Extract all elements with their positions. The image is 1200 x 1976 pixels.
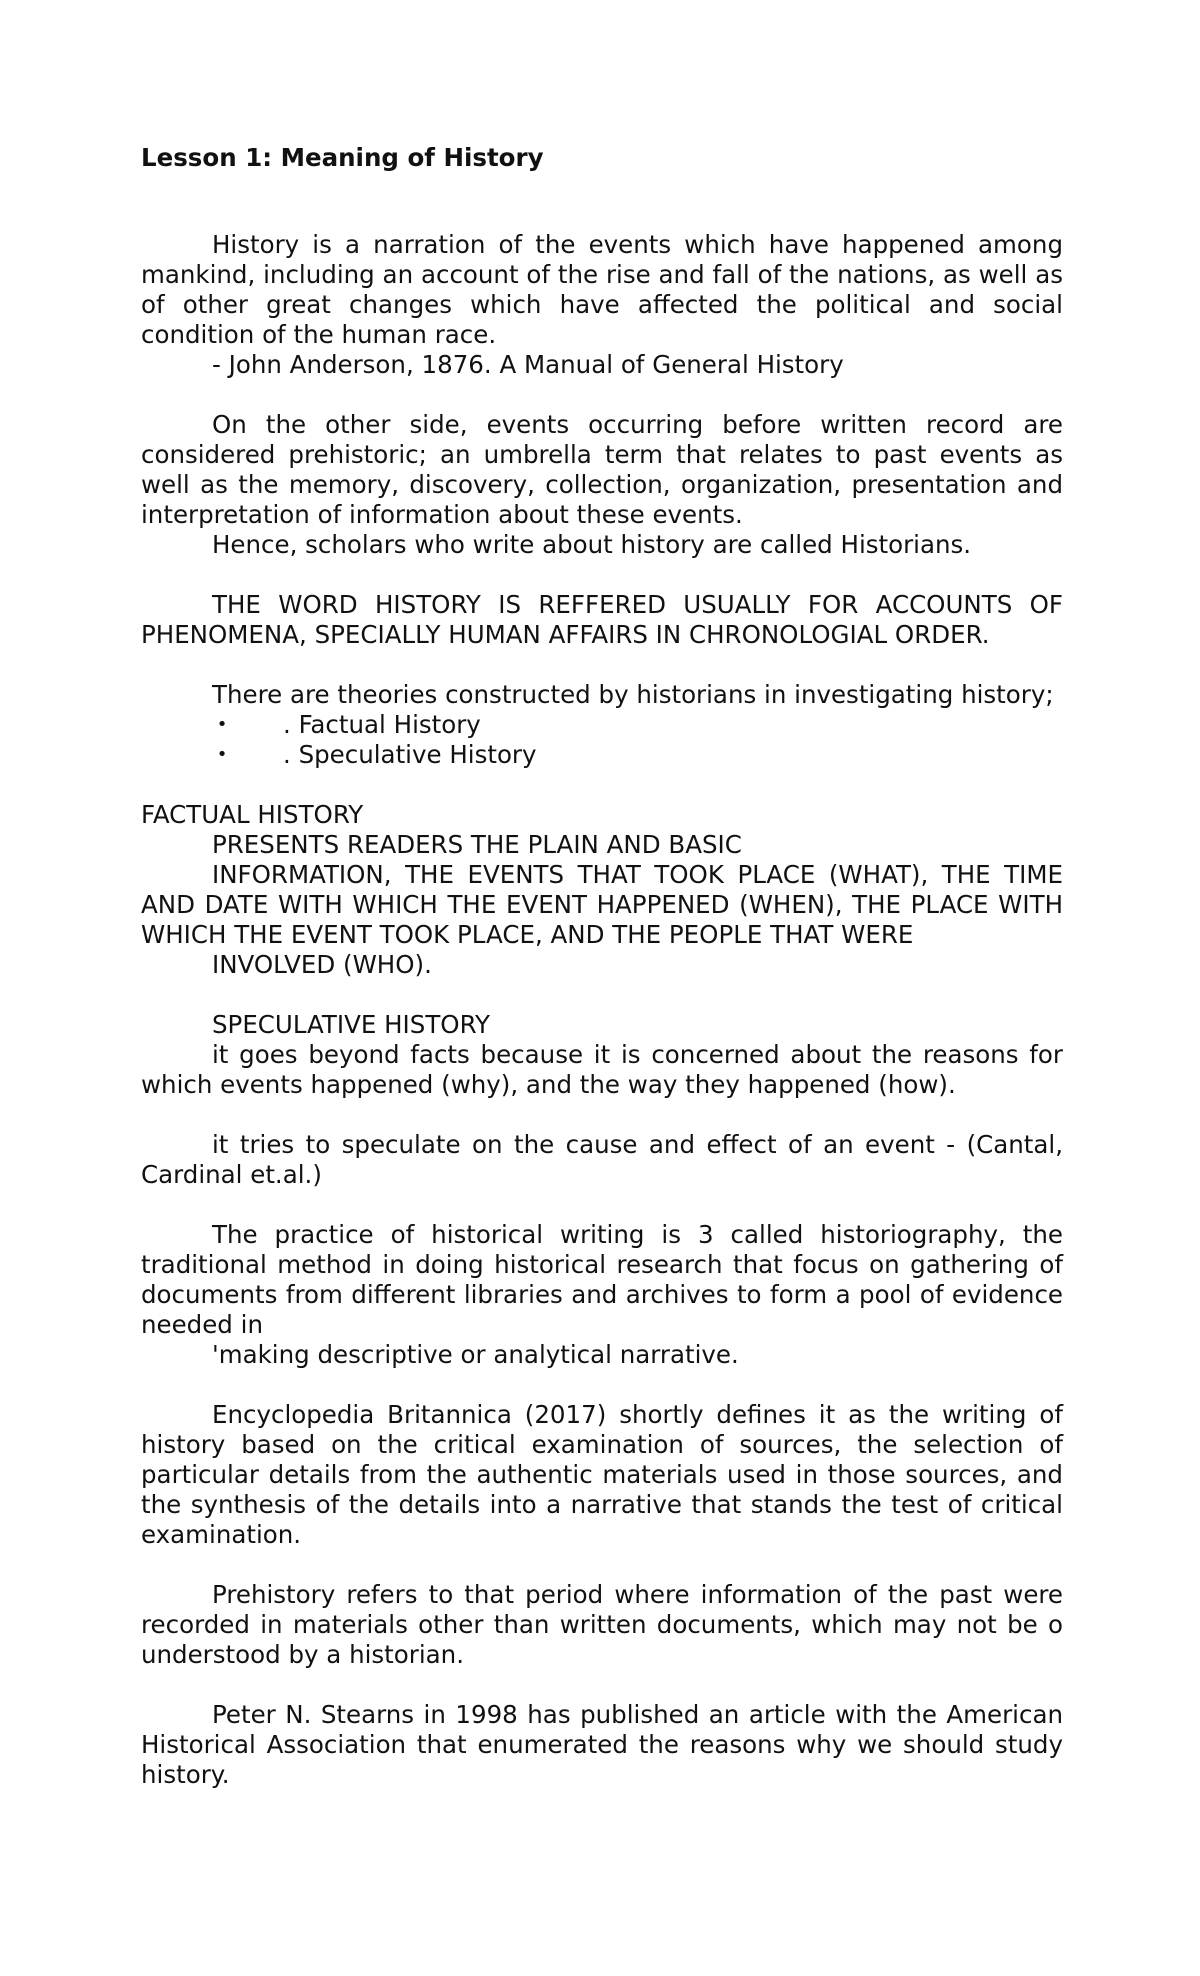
spacer	[141, 380, 1063, 410]
spacer	[141, 560, 1063, 590]
spacer	[141, 1670, 1063, 1700]
spacer	[141, 650, 1063, 680]
spacer	[141, 1100, 1063, 1130]
speculative-paragraph-1: it goes beyond facts because it is concerned about the reasons for which events happened (why), and the way they happened (how).	[141, 1040, 1063, 1099]
list-item	[141, 740, 1063, 770]
theories-intro: There are theories constructed by historians in investigating history;	[212, 680, 1054, 709]
prehistoric-paragraph: On the other side, events occurring before written record are considered prehistoric; an umbrella term that relates to past events as well as the memory, discovery, collection, organization, presentation and interpretation of information about these events.	[141, 410, 1063, 529]
word-history-paragraph: THE WORD HISTORY IS REFFERED USUALLY FOR ACCOUNTS OF PHENOMENA, SPECIALLY HUMAN AFFAIRS IN CHRONOLOGIAL ORDER.	[141, 590, 1063, 649]
lesson-title: Lesson 1: Meaning of History	[141, 143, 544, 172]
historiography-paragraph: The practice of historical writing is 3 called historiography, the traditional method in doing historical research that focus on gathering of documents from different libraries and archives to form a pool of evidence needed in	[141, 1220, 1063, 1339]
bullet-icon: •	[216, 744, 228, 765]
theories-list	[141, 710, 1063, 770]
spacer	[141, 1550, 1063, 1580]
factual-line-3: INVOLVED (WHO).	[212, 950, 432, 979]
document-page	[141, 138, 1063, 1790]
factual-line-1: PRESENTS READERS THE PLAIN AND BASIC	[212, 830, 742, 859]
britannica-paragraph: Encyclopedia Britannica (2017) shortly defines it as the writing of history based on the critical examination of sources, the selection of particular details from the authentic materials used in those sources, and the synthesis of the details into a narrative that stands the test of critical examination.	[141, 1400, 1063, 1549]
historiography-continuation: 'making descriptive or analytical narrative.	[212, 1340, 739, 1369]
bullet-icon: •	[216, 714, 228, 735]
spacer	[141, 980, 1063, 1010]
spacer	[141, 1190, 1063, 1220]
spacer	[141, 1370, 1063, 1400]
stearns-paragraph: Peter N. Stearns in 1998 has published an article with the American Historical Association that enumerated the reasons why we should study history.	[141, 1700, 1063, 1789]
theory-label: . Factual History	[283, 710, 481, 739]
factual-history-heading: FACTUAL HISTORY	[141, 800, 364, 829]
historians-sentence: Hence, scholars who write about history are called Historians.	[212, 530, 972, 559]
prehistory-paragraph: Prehistory refers to that period where information of the past were recorded in materials other than written documents, which may not be o understood by a historian.	[141, 1580, 1063, 1669]
anderson-citation: - John Anderson, 1876. A Manual of General History	[212, 350, 844, 379]
speculative-paragraph-2: it tries to speculate on the cause and effect of an event - (Cantal, Cardinal et.al.)	[141, 1130, 1063, 1189]
speculative-history-heading: SPECULATIVE HISTORY	[212, 1010, 491, 1039]
theory-label: . Speculative History	[283, 740, 537, 769]
spacer	[141, 770, 1063, 800]
factual-line-2: INFORMATION, THE EVENTS THAT TOOK PLACE (WHAT), THE TIME AND DATE WITH WHICH THE EVENT HAPPENED (WHEN), THE PLACE WITH WHICH THE EVENT TOOK PLACE, AND THE PEOPLE THAT WERE	[141, 860, 1063, 949]
list-item	[141, 710, 1063, 740]
history-definition-paragraph: History is a narration of the events which have happened among mankind, including an account of the rise and fall of the nations, as well as of other great changes which have affected the political and social condition of the human race.	[141, 230, 1063, 349]
